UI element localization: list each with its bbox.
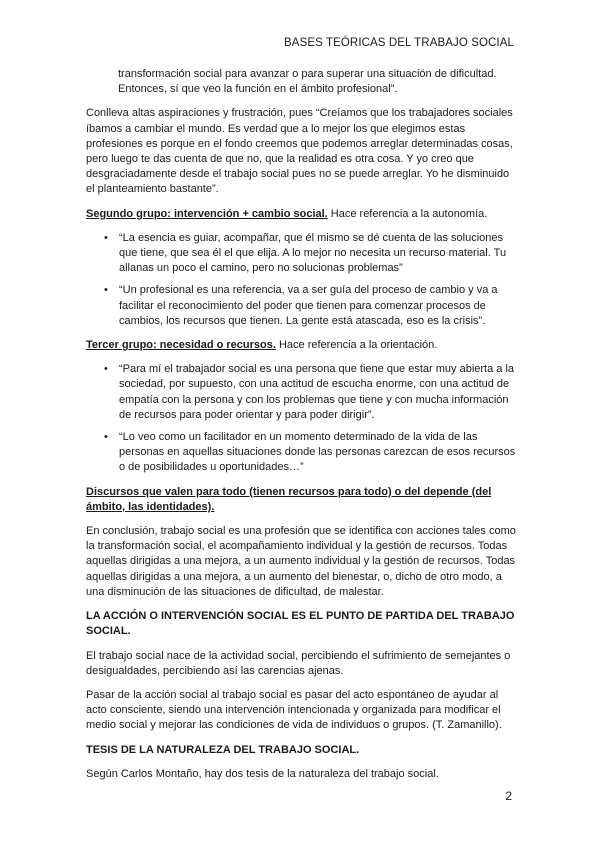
list-item (86, 430, 518, 476)
intro-paragraph: Conlleva altas aspiraciones y frustración, pues “Creíamos que los trabajadores sociales íbamos a cambiar el mundo. Es verdad que a lo mejor los que elegimos estas profesiones es porque en el fondo creemos que podemos arreglar determinadas cosas, pero luego te das cuenta de que no, que la realidad es otra cosa. Y yo creo que desgraciadamente desde el trabajo social pues no se puede arreglar. Yo he disminuido el planteamiento bastante”. (86, 107, 513, 196)
accion-paragraph-2: Pasar de la acción social al trabajo social es pasar del acto espontáneo de ayudar al acto consciente, siendo una intervención intencionada y organizada para modificar el medio social y mejorar las condiciones de vida de individuos o grupos. (T. Zamanillo). (86, 688, 502, 732)
list-item-text: “Lo veo como un facilitador en un momento determinado de la vida de las personas en aquellas situaciones donde las personas carezcan de esos recursos o de posibilidades u oportunidades…” (119, 431, 516, 474)
quote-continuation: transformación social para avanzar o para superar una situación de dificultad. Entonces, sí que veo la función en el ámbito profesional”. (118, 68, 497, 96)
list-item (86, 231, 518, 277)
accion-paragraph-1: El trabajo social nace de la actividad social, percibiendo el sufrimiento de semejantes o desigualdades, percibiendo así las carencias ajenas. (86, 649, 511, 677)
discursos-title: Discursos que valen para todo (tienen recursos para todo) o del depende (del ámbito, las identidades). (86, 485, 492, 513)
group3-desc: Hace referencia a la orientación. (275, 339, 438, 352)
list-item-text: “Un profesional es una referencia, va a ser guía del proceso de cambio y va a facilitar el reconocimiento del poder que tienen para comenzar procesos de cambios, los recursos que tienen. La gente está atascada, eso es la crisis”. (119, 284, 498, 327)
group2-heading-line (86, 207, 518, 222)
tesis-title: TESIS DE LA NATURALEZA DEL TRABAJO SOCIAL. (86, 743, 360, 756)
page-body (86, 67, 518, 791)
bullet-icon: • (104, 363, 108, 376)
list-item-text: “Para mí el trabajador social es una persona que tiene que estar muy abierta a la sociedad, por supuesto, con una actitud de escucha enorme, con una actitud de empatía con la persona y con los problemas que tiene y con mucha información de recursos para poder orientar y para poder dirigir”. (119, 363, 515, 421)
bullet-icon: • (104, 231, 108, 244)
group2-list (86, 231, 518, 329)
group2-title: Segundo grupo: intervención + cambio social. (86, 207, 328, 220)
list-item (86, 283, 518, 329)
running-header: BASES TEÓRICAS DEL TRABAJO SOCIAL (284, 37, 514, 49)
group3-list (86, 362, 518, 475)
tesis-paragraph: Según Carlos Montaño, hay dos tesis de la naturaleza del trabajo social. (86, 767, 439, 780)
list-item-text: “La esencia es guiar, acompañar, que él mismo se dé cuenta de las soluciones que tiene, que sea él el que elija. A lo mejor no necesita un recurso material. Tu allanas un poco el camino, pero no solucionas problemas” (119, 231, 507, 275)
bullet-icon: • (104, 284, 108, 297)
list-item (86, 362, 518, 423)
group3-heading-line (86, 338, 518, 353)
accion-title: LA ACCIÓN O INTERVENCIÓN SOCIAL ES EL PUNTO DE PARTIDA DEL TRABAJO SOCIAL. (86, 610, 515, 638)
bullet-icon: • (104, 431, 108, 444)
group3-title: Tercer grupo: necesidad o recursos. (86, 339, 276, 352)
discursos-paragraph: En conclusión, trabajo social es una profesión que se identifica con acciones tales como la transformación social, el acompañamiento individual y la gestión de recursos. Todas aquellas dirigidas a una mejora, a un aumento individual y la gestión de recursos. Todas aquellas dirigidas a una mejora, a un aumento del bienestar, o, dicho de otro modo, a una disminución de las situaciones de dificultad, de malestar. (86, 525, 516, 598)
group2-desc: Hace referencia a la autonomía. (327, 207, 488, 220)
page-number: 2 (505, 789, 512, 803)
